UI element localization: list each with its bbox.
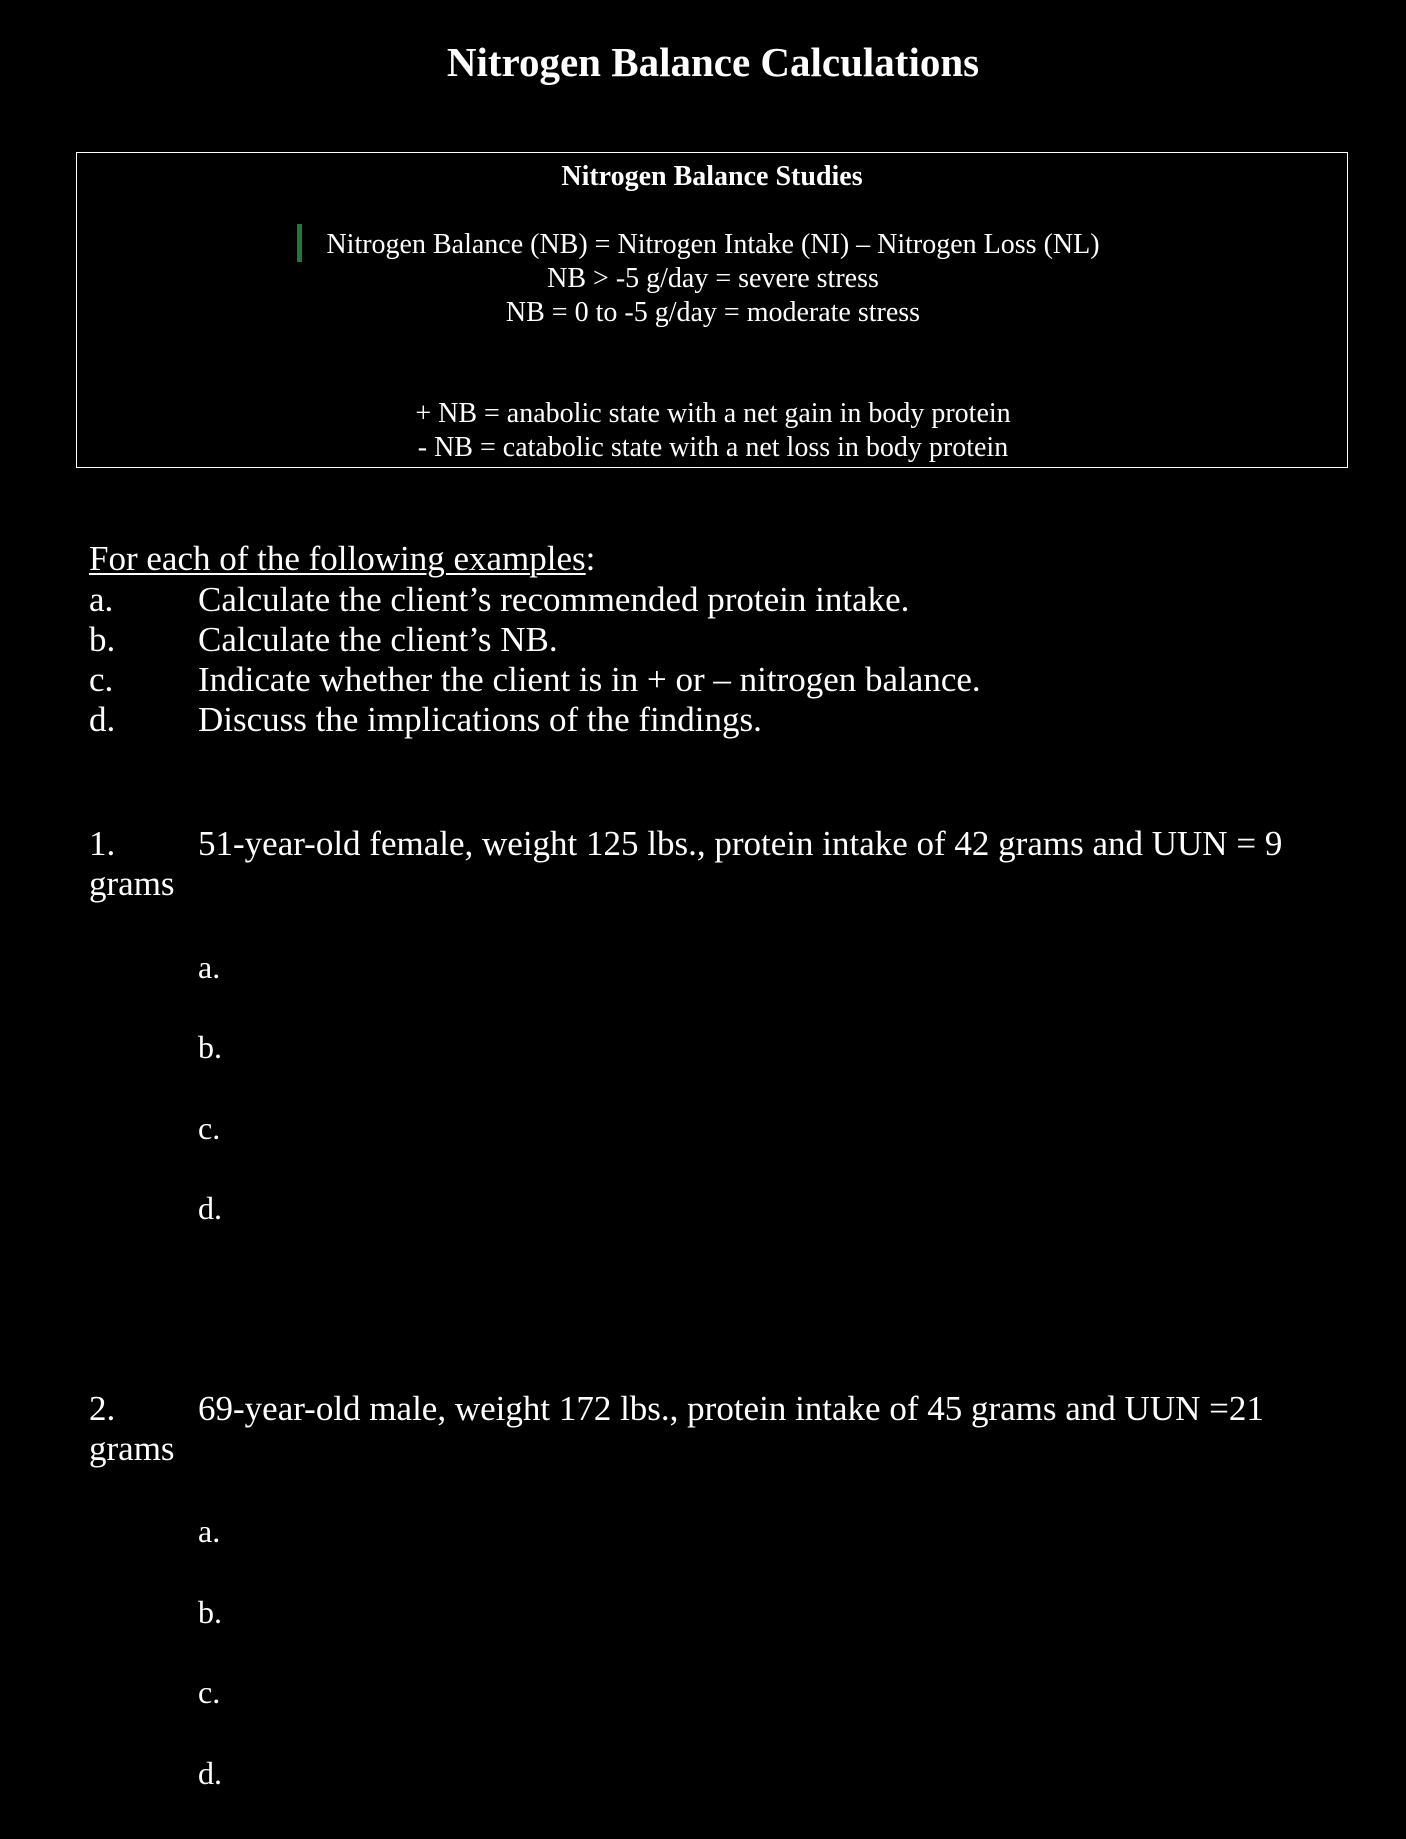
instructions-lead-text: For each of the following examples xyxy=(89,539,586,578)
formula-line-moderate: NB = 0 to -5 g/day = moderate stress xyxy=(505,297,921,328)
problem-number: 2. xyxy=(89,1389,116,1428)
answer-label: a. xyxy=(198,1513,221,1549)
instruction-text: Discuss the implications of the findings. xyxy=(198,700,762,739)
instruction-text: Calculate the client’s NB. xyxy=(198,620,558,659)
instruction-letter: b. xyxy=(89,620,116,659)
instruction-letter: c. xyxy=(89,660,114,699)
answer-label: a. xyxy=(198,949,221,985)
answer-label: d. xyxy=(198,1190,222,1226)
problem-number: 1. xyxy=(89,824,116,863)
answer-label: d. xyxy=(198,1755,222,1791)
instruction-letter: a. xyxy=(89,580,114,619)
state-line-catabolic: - NB = catabolic state with a net loss in body protein xyxy=(417,432,1009,463)
problem-continuation: grams xyxy=(89,864,175,903)
answer-label: c. xyxy=(198,1110,221,1146)
answer-label: b. xyxy=(198,1594,222,1630)
formula-line-severe: NB > -5 g/day = severe stress xyxy=(547,263,879,294)
problem-text: 69-year-old male, weight 172 lbs., protein intake of 45 grams and UUN =21 xyxy=(198,1389,1264,1428)
instruction-letter: d. xyxy=(89,700,116,739)
state-line-anabolic: + NB = anabolic state with a net gain in body protein xyxy=(415,398,1011,429)
problem-continuation: grams xyxy=(89,1429,175,1468)
problem-text: 51-year-old female, weight 125 lbs., protein intake of 42 grams and UUN = 9 xyxy=(198,824,1283,863)
instruction-text: Calculate the client’s recommended protein intake. xyxy=(198,580,910,619)
instructions-lead-colon: : xyxy=(585,539,596,578)
instruction-text: Indicate whether the client is in + or – nitrogen balance. xyxy=(198,660,981,699)
answer-label: b. xyxy=(198,1029,222,1065)
answer-label: c. xyxy=(198,1674,221,1710)
formula-line-nb: Nitrogen Balance (NB) = Nitrogen Intake (NI) – Nitrogen Loss (NL) xyxy=(326,229,1100,260)
instructions-lead xyxy=(89,538,595,580)
box-heading: Nitrogen Balance Studies xyxy=(561,161,863,192)
page-title: Nitrogen Balance Calculations xyxy=(446,39,980,85)
